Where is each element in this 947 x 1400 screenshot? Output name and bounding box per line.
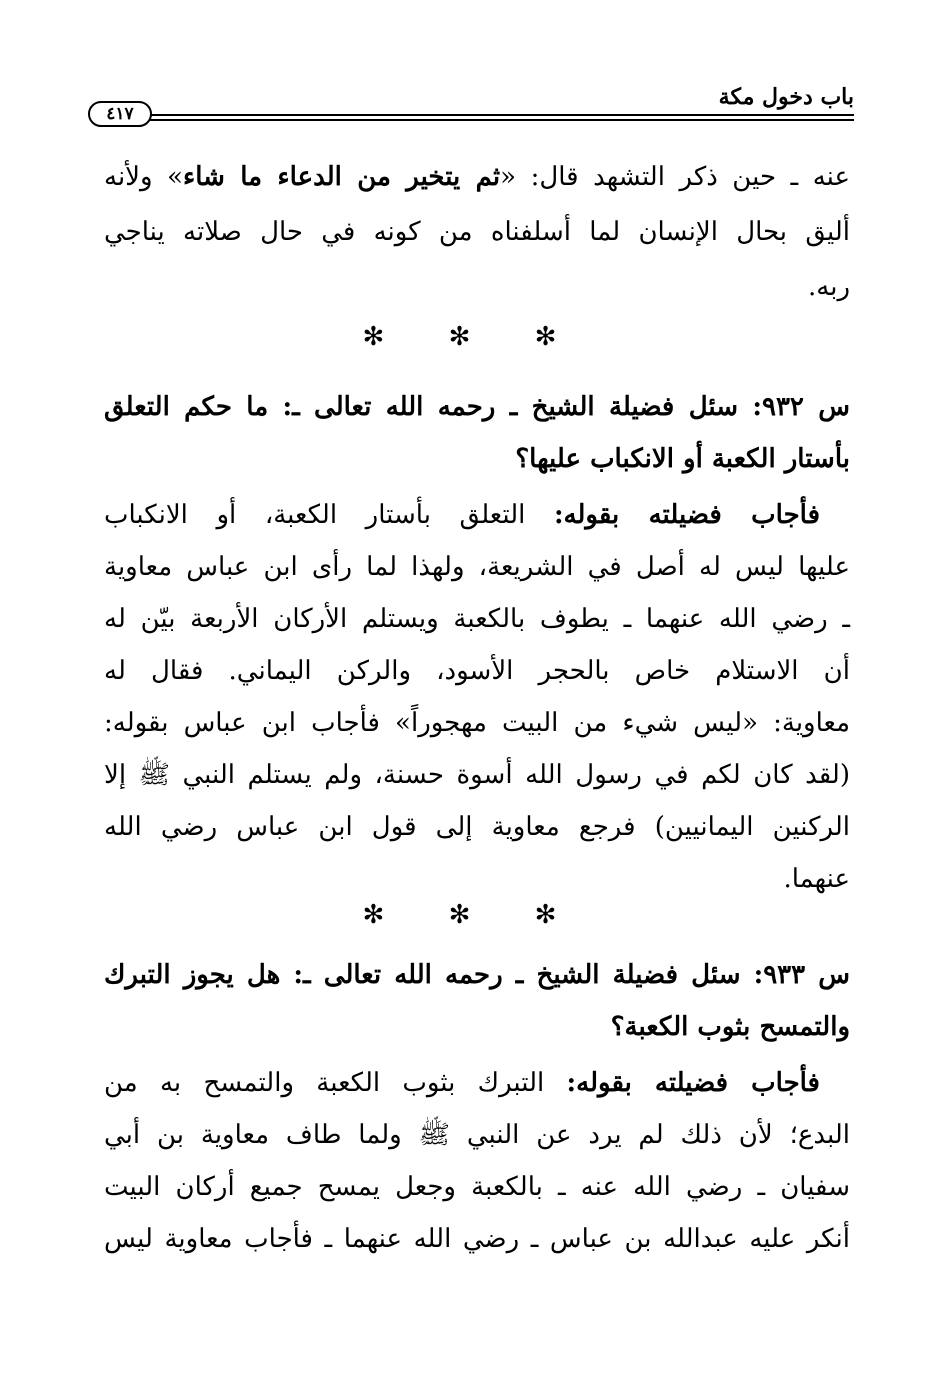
answer-line <box>104 490 850 540</box>
answer-line: سفيان ـ رضي الله عنه ـ بالكعبة وجعل يمسح جميع أركان البيت <box>104 1172 850 1202</box>
quoted-phrase: ثم يتخير من الدعاء ما شاء <box>183 162 501 192</box>
text-span: التعلق بأستار الكعبة، أو الانكباب <box>104 500 554 530</box>
answer-line: أنكر عليه عبدالله بن عباس ـ رضي الله عنهما ـ فأجاب معاوية ليس <box>104 1224 850 1254</box>
running-header <box>88 84 854 128</box>
question-line: بأستار الكعبة أو الانكباب عليها؟ <box>515 444 850 474</box>
answer-line: الركنين اليمانيين) فرجع معاوية إلى قول ابن عباس رضي الله <box>104 812 850 842</box>
answer-label: فأجاب فضيلته بقوله: <box>566 1068 820 1098</box>
text-line: أليق بحال الإنسان لما أسلفناه من كونه في حال صلاته يناجي <box>104 217 850 247</box>
text-span: » ولأنه <box>104 162 183 192</box>
text-span: عنه ـ حين ذكر التشهد قال: « <box>500 162 850 192</box>
question-line: س ٩٣٢: سئل فضيلة الشيخ ـ رحمه الله تعالى ـ: ما حكم التعلق <box>104 392 850 422</box>
answer-line: (لقد كان لكم في رسول الله أسوة حسنة، ولم يستلم النبي ﷺ إلا <box>104 760 850 790</box>
header-rule <box>146 119 854 121</box>
question-line: والتمسح بثوب الكعبة؟ <box>610 1012 850 1042</box>
answer-line: ـ رضي الله عنهما ـ يطوف بالكعبة ويستلم الأركان الأربعة بيّن له <box>104 604 850 634</box>
text-line <box>104 152 850 202</box>
header-rule <box>146 114 854 116</box>
answer-line: معاوية: «ليس شيء من البيت مهجوراً» فأجاب ابن عباس بقوله: <box>104 708 850 738</box>
text-span: التبرك بثوب الكعبة والتمسح به من <box>104 1068 567 1098</box>
section-separator: ✻ ✻ ✻ <box>362 322 585 352</box>
question-line: س ٩٣٣: سئل فضيلة الشيخ ـ رحمه الله تعالى ـ: هل يجوز التبرك <box>104 960 851 990</box>
text-line: ربه. <box>808 272 850 302</box>
answer-line <box>104 1058 850 1108</box>
answer-line: عليها ليس له أصل في الشريعة، ولهذا لما رأى ابن عباس معاوية <box>104 552 850 582</box>
answer-line: عنهما. <box>783 864 850 894</box>
answer-line: البدع؛ لأن ذلك لم يرد عن النبي ﷺ ولما طاف معاوية بن أبي <box>104 1120 850 1150</box>
section-separator: ✻ ✻ ✻ <box>362 900 585 930</box>
answer-label: فأجاب فضيلته بقوله: <box>553 500 821 530</box>
answer-line: أن الاستلام خاص بالحجر الأسود، والركن اليماني. فقال له <box>104 656 850 686</box>
chapter-title: باب دخول مكة <box>718 84 854 110</box>
page-number: ٤١٧ <box>88 101 152 127</box>
